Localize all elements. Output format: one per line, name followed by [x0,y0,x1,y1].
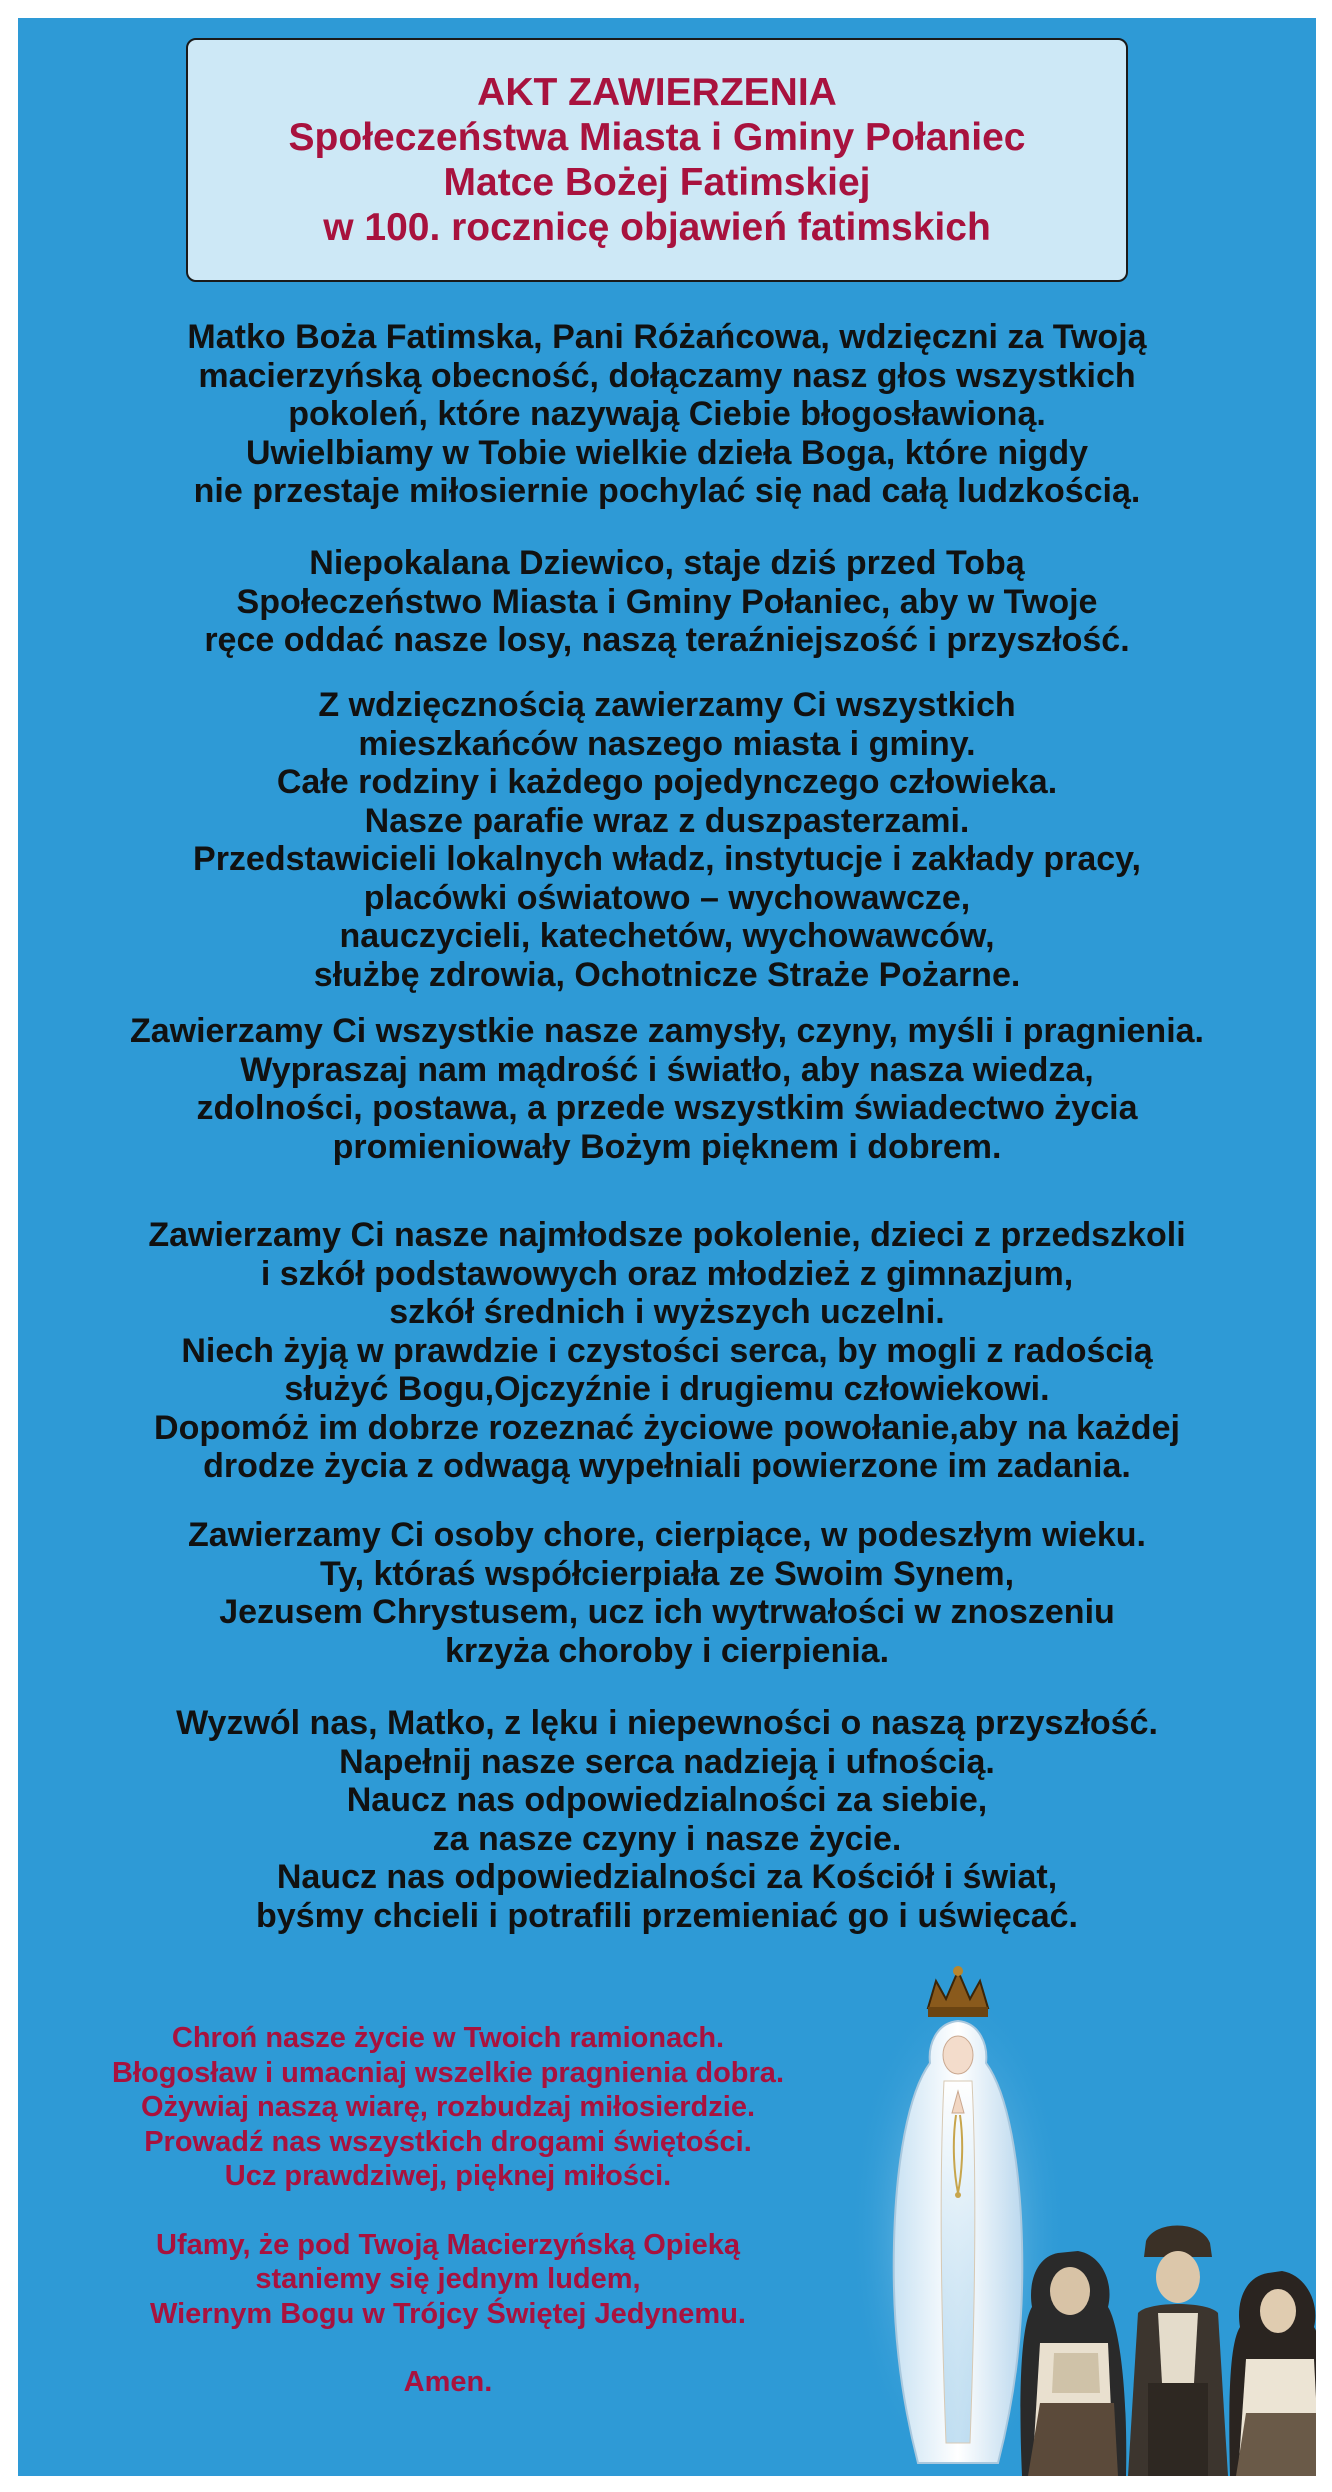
text-line: Naucz nas odpowiedzialności za siebie, [346,1781,988,1819]
text-line: Nasze parafie wraz z duszpasterzami. [364,801,970,840]
text-line: drodze życia z odwagą wypełniali powierzone im zadania. [203,1447,1131,1485]
text-line: Niech żyją w prawdzie i czystości serca, by mogli z radością [181,1331,1153,1370]
text-line: Zawierzamy Ci osoby chore, cierpiące, w podeszłym wieku. [187,1516,1146,1554]
text-line: Napełnij nasze serca nadzieją i ufnością. [339,1742,995,1781]
text-line: służbę zdrowia, Ochotnicze Straże Pożarne. [313,955,1021,994]
paragraph-deliver-us [18,1704,1316,1935]
text-line: nauczycieli, katechetów, wychowawców, [339,917,995,955]
text-line: promieniowały Bożym pięknem i dobrem. [332,1127,1002,1166]
text-line: Zawierzamy Ci nasze najmłodsze pokolenie, dzieci z przedszkoli [148,1216,1186,1254]
text-line: Całe rodziny i każdego pojedynczego człowieka. [276,763,1058,801]
text-line: krzyża choroby i cierpienia. [444,1631,890,1670]
text-line: mieszkańców naszego miasta i gminy. [358,724,976,763]
title-line: AKT ZAWIERZENIA [477,71,837,114]
text-line: macierzyńską obecność, dołączamy nasz głos wszystkich [198,356,1136,395]
text-line: szkół średnich i wyższych uczelni. [389,1293,945,1331]
text-line: nie przestaje miłosiernie pochylać się nad całą ludzkością. [193,472,1141,510]
paragraph-entrust-sick [18,1516,1316,1670]
text-line: Zawierzamy Ci wszystkie nasze zamysły, czyny, myśli i pragnienia. [129,1012,1204,1050]
text-line: Wyzwól nas, Matko, z lęku i niepewności o naszą przyszłość. [176,1704,1158,1742]
text-line: Niepokalana Dziewico, staje dziś przed Tobą [309,544,1025,582]
text-line: Społeczeństwo Miasta i Gminy Połaniec, aby w Twoje [236,582,1098,621]
closing-line: Ufamy, że pod Twoją Macierzyńską Opieką [156,2228,740,2261]
crown-icon [928,1966,988,2017]
text-line: zdolności, postawa, a przede wszystkim świadectwo życia [196,1089,1138,1127]
spacer [48,2194,848,2228]
amen-line: Amen. [403,2366,493,2398]
closing-line: Błogosław i umacniaj wszelkie pragnienia dobra. [111,2056,784,2089]
paragraph-immaculate [18,544,1316,660]
closing-line: Ucz prawdziwej, pięknej miłości. [224,2160,672,2192]
closing-line: Prowadź nas wszystkich drogami świętości. [144,2125,752,2158]
paragraph-entrust-youth [18,1216,1316,1486]
title-box [186,38,1128,282]
text-line: Z wdzięcznością zawierzamy Ci wszystkich [318,686,1016,724]
child-figure [1020,2251,1126,2476]
text-line: Naucz nas odpowiedzialności za Kościół i świat, [276,1858,1058,1896]
text-line: i szkół podstawowych oraz młodzież z gimnazjum, [260,1254,1074,1293]
text-line: Wypraszaj nam mądrość i światło, aby nasza wiedza, [240,1050,1094,1089]
text-line: ręce oddać nasze losy, naszą teraźniejszość i przyszłość. [204,621,1130,659]
child-figure [1128,2226,1228,2477]
closing-line: Wiernym Bogu w Trójcy Świętej Jedynemu. [149,2297,746,2330]
closing-prayer [48,2021,848,2400]
paragraph-entrust-residents [18,686,1316,994]
child-figure [1229,2271,1316,2476]
title-line: Matce Bożej Fatimskiej [443,161,871,204]
text-line: Przedstawicieli lokalnych władz, instytucje i zakłady pracy, [193,840,1141,878]
text-line: Dopomóż im dobrze rozeznać życiowe powołanie,aby na każdej [154,1408,1180,1447]
closing-line: Chroń nasze życie w Twoich ramionach. [171,2022,725,2054]
text-line: za nasze czyny i nasze życie. [432,1819,902,1858]
closing-line: Ożywiaj naszą wiarę, rozbudzaj miłosierdzie. [140,2091,756,2123]
text-line: Matko Boża Fatimska, Pani Różańcowa, wdzięczni za Twoją [187,318,1147,356]
text-line: placówki oświatowo – wychowawcze, [363,878,971,917]
text-line: Uwielbiamy w Tobie wielkie dzieła Boga, które nigdy [245,433,1088,472]
statue-and-children-illustration [848,1963,1316,2476]
title-line: Społeczeństwa Miasta i Gminy Połaniec [288,116,1026,159]
text-line: byśmy chcieli i potrafili przemieniać go i uświęcać. [256,1896,1078,1935]
title-line: w 100. rocznicę objawień fatimskich [323,206,991,249]
poster [18,18,1316,2476]
text-line: pokoleń, które nazywają Ciebie błogosławioną. [288,395,1046,433]
paragraph-gratitude [18,318,1316,511]
paragraph-entrust-intentions [18,1012,1316,1166]
text-line: Jezusem Chrystusem, ucz ich wytrwałości w znoszeniu [219,1593,1115,1631]
text-line: służyć Bogu,Ojczyźnie i drugiemu człowiekowi. [284,1370,1050,1408]
closing-line: staniemy się jednym ludem, [255,2263,641,2295]
text-line: Ty, któraś współcierpiała ze Swoim Synem, [319,1554,1015,1593]
